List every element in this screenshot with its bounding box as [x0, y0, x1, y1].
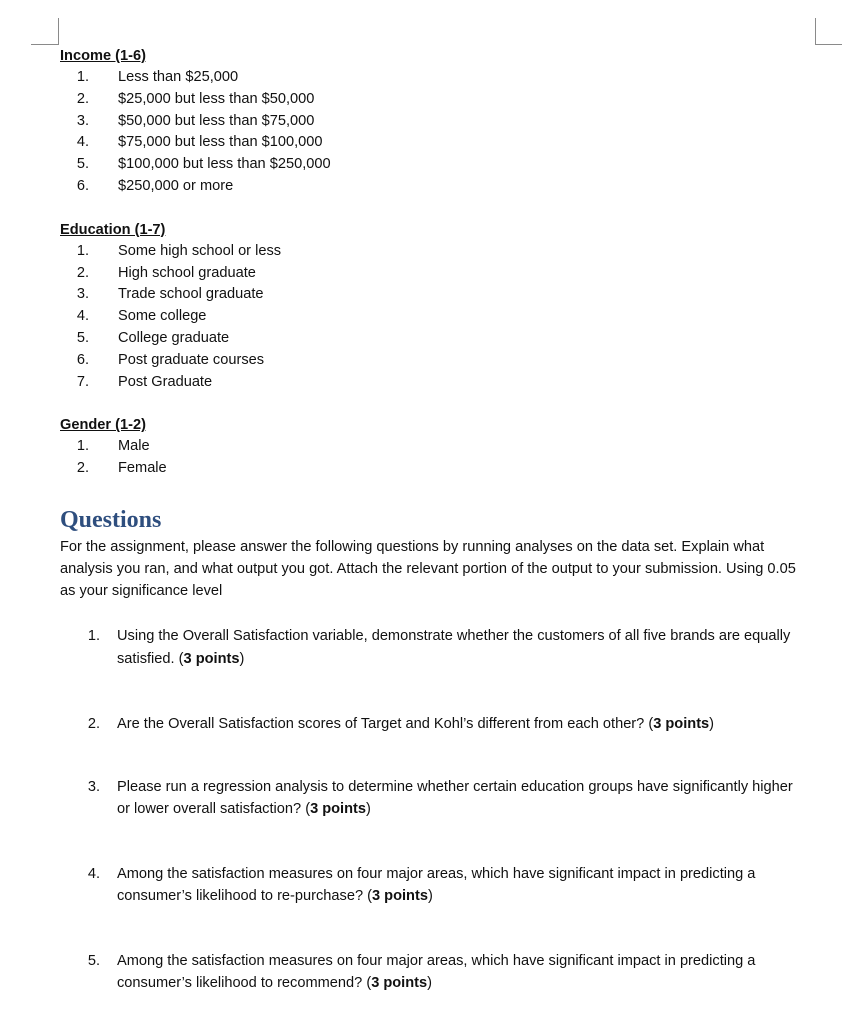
question-number: 2.	[87, 716, 100, 733]
item-number: 1.	[76, 69, 89, 85]
list-item	[60, 328, 820, 350]
crop-mark-top-left-horizontal	[31, 44, 58, 45]
item-text: $50,000 but less than $75,000	[118, 112, 315, 129]
item-text: $25,000 but less than $50,000	[118, 90, 315, 107]
question-number: 4.	[87, 865, 100, 882]
question-item	[60, 713, 820, 736]
list-item	[60, 89, 820, 111]
item-number: 2.	[76, 90, 89, 107]
list-item	[60, 458, 820, 480]
item-text: Female	[118, 460, 167, 477]
question-number: 5.	[87, 952, 100, 969]
question-number: 1.	[87, 628, 100, 645]
income-heading: Income (1-6)	[60, 48, 146, 64]
list-item	[60, 67, 820, 89]
item-text: $250,000 or more	[118, 177, 234, 194]
education-section	[60, 219, 820, 394]
education-list	[60, 241, 820, 394]
list-item	[60, 306, 820, 328]
gender-list	[60, 436, 820, 480]
income-list	[60, 67, 820, 198]
item-number: 1.	[76, 438, 89, 455]
question-body: Using the Overall Satisfaction variable, demonstrate whether the customers of all five brands are equally satisfied.	[117, 628, 791, 667]
question-points: 3 points	[653, 716, 710, 733]
question-points: 3 points	[310, 801, 367, 818]
item-number: 6.	[76, 177, 89, 194]
question-points: 3 points	[371, 975, 428, 992]
item-number: 3.	[76, 112, 89, 129]
question-item	[60, 950, 820, 995]
item-text: High school graduate	[118, 264, 256, 281]
item-number: 4.	[76, 308, 89, 325]
item-text: Male	[118, 438, 150, 455]
crop-mark-top-right-vertical	[815, 18, 816, 45]
list-item	[60, 263, 820, 285]
questions-intro: For the assignment, please answer the following questions by running analyses on the data set. Explain what analysis you ran, and what output you got. Attach the relevant portion of the output to your submission. Using 0.05 as your significance level	[60, 538, 796, 599]
education-heading: Education (1-7)	[60, 221, 166, 238]
list-item	[60, 241, 820, 263]
question-points: 3 points	[372, 888, 428, 905]
item-number: 2.	[76, 460, 89, 477]
item-text: Trade school graduate	[118, 286, 264, 303]
gender-section	[60, 414, 820, 480]
question-body: Among the satisfaction measures on four major areas, which have significant impact in predicting a consumer’s likelihood to re-purchase?	[117, 865, 756, 905]
item-text: Some high school or less	[118, 242, 282, 259]
questions-list	[60, 625, 820, 995]
item-number: 5.	[76, 156, 89, 173]
list-item	[60, 350, 820, 372]
item-number: 2.	[76, 264, 89, 281]
item-text: $100,000 but less than $250,000	[118, 156, 331, 173]
question-text: Among the satisfaction measures on four major areas, which have significant impact in predicting a consumer’s likelihood to re-purchase? (3 points)	[117, 865, 756, 905]
item-number: 5.	[76, 329, 89, 346]
question-item	[60, 776, 820, 821]
item-text: Post graduate courses	[118, 351, 265, 368]
crop-mark-top-left-vertical	[58, 18, 59, 45]
question-body: Are the Overall Satisfaction scores of Target and Kohl’s different from each other?	[117, 716, 649, 733]
item-text: Some college	[118, 308, 207, 325]
list-item	[60, 436, 820, 458]
question-text: Using the Overall Satisfaction variable, demonstrate whether the customers of all five brands are equally satisfied. (3 points)	[117, 628, 791, 667]
item-text: $75,000 but less than $100,000	[118, 134, 323, 151]
item-number: 4.	[76, 134, 89, 151]
question-item	[60, 625, 820, 670]
item-number: 1.	[76, 242, 89, 259]
list-item	[60, 372, 820, 394]
list-item	[60, 154, 820, 176]
item-text: College graduate	[118, 329, 230, 346]
item-number: 6.	[76, 351, 89, 368]
question-text: Please run a regression analysis to determine whether certain education groups have significantly higher or lower overall satisfaction? (3 points)	[117, 778, 793, 818]
question-body: Among the satisfaction measures on four major areas, which have significant impact in predicting a consumer’s likelihood to recommend?	[117, 952, 756, 992]
item-text: Less than $25,000	[118, 69, 239, 85]
gender-heading: Gender (1-2)	[60, 417, 146, 434]
item-number: 7.	[76, 373, 89, 390]
question-text: Among the satisfaction measures on four major areas, which have significant impact in predicting a consumer’s likelihood to recommend? (3 points)	[117, 952, 756, 992]
question-points: 3 points	[183, 650, 240, 667]
income-section	[60, 45, 820, 198]
question-item	[60, 863, 820, 908]
questions-heading: Questions	[60, 506, 162, 533]
list-item	[60, 176, 820, 198]
document-page	[60, 45, 820, 995]
list-item	[60, 132, 820, 154]
list-item	[60, 284, 820, 306]
item-number: 3.	[76, 286, 89, 303]
list-item	[60, 111, 820, 133]
question-number: 3.	[87, 778, 100, 795]
question-body: Please run a regression analysis to determine whether certain education groups have significantly higher or lower overall satisfaction?	[117, 778, 793, 818]
item-text: Post Graduate	[118, 373, 213, 390]
question-text: Are the Overall Satisfaction scores of Target and Kohl’s different from each other? (3 points)	[117, 716, 715, 733]
